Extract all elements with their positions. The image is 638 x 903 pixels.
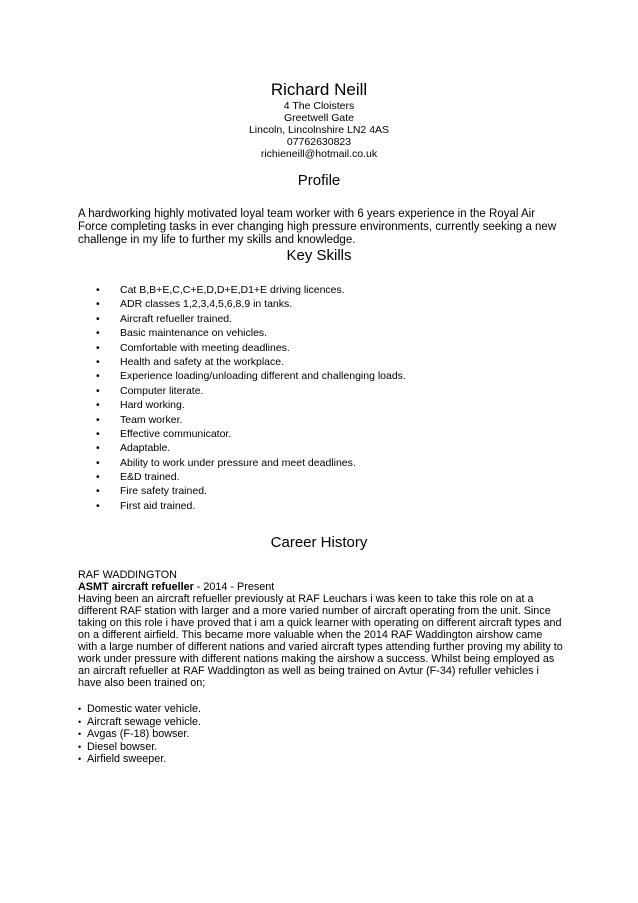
skill-item-text: Computer literate. bbox=[120, 384, 204, 397]
bullet-icon: • bbox=[78, 729, 82, 740]
phone-number: 07762630823 bbox=[286, 136, 352, 148]
job-title: ASMT aircraft refueller bbox=[78, 581, 194, 593]
job-dates: - 2014 - Present bbox=[193, 581, 275, 593]
career-entry bbox=[78, 569, 563, 766]
trained-item-text: Aircraft sewage vehicle. bbox=[87, 715, 202, 728]
skill-item-text: Comfortable with meeting deadlines. bbox=[120, 341, 290, 354]
skill-item-text: Experience loading/unloading different and challenging loads. bbox=[120, 370, 406, 383]
trained-item bbox=[78, 741, 563, 754]
trained-item-text: Airfield sweeper. bbox=[87, 753, 167, 766]
bullet-icon: • bbox=[78, 741, 82, 752]
bullet-icon: • bbox=[96, 442, 100, 455]
skill-item-text: Team worker. bbox=[120, 413, 183, 426]
email-address: richieneill@hotmail.co.uk bbox=[260, 148, 378, 160]
trained-item-text: Avgas (F-18) bowser. bbox=[87, 728, 190, 741]
skill-item-text: Aircraft refueller trained. bbox=[120, 312, 233, 325]
address-line-2: Greetwell Gate bbox=[283, 112, 355, 124]
skill-item-text: Hard working. bbox=[120, 399, 185, 412]
trained-item bbox=[78, 716, 563, 729]
bullet-icon: • bbox=[78, 716, 82, 727]
skill-item-text: Fire safety trained. bbox=[120, 485, 207, 498]
skill-item-text: Basic maintenance on vehicles. bbox=[120, 327, 268, 340]
bullet-icon: • bbox=[96, 399, 100, 412]
trained-item bbox=[78, 753, 563, 766]
career-history-heading: Career History bbox=[270, 534, 368, 551]
profile-text: A hardworking highly motivated loyal team worker with 6 years experience in the Royal Air Force completing tasks in ever changing high pressure environments, currently seeking a new challenge in my life to further my skills and knowledge. bbox=[78, 208, 557, 246]
bullet-icon: • bbox=[78, 754, 82, 765]
skill-item-text: Effective communicator. bbox=[120, 427, 232, 440]
job-description: Having been an aircraft refueller previously at RAF Leuchars i was keen to take this role on at a different RAF station with larger and a more varied number of aircraft operating from the unit. Since taking on this role i have proved that i am a quick learner with operating on different aircraft types and on a different airfield. This became more valuable when the 2014 RAF Waddington airshow came with a large number of different nations and varied aircraft types attending further proving my ability to work under pressure with different nations making the airshow a success. Whilst being employed as an aircraft refueller at RAF Waddington as well as being trained on Avtur (F-34) refuller vehicles i have also been trained on; bbox=[78, 593, 563, 689]
bullet-icon: • bbox=[96, 499, 100, 512]
skill-item-text: Cat B,B+E,C,C+E,D,D+E,D1+E driving licences. bbox=[120, 284, 345, 296]
skill-item-text: E&D trained. bbox=[120, 471, 180, 484]
bullet-icon: • bbox=[96, 312, 100, 325]
employer-name: RAF WADDINGTON bbox=[78, 569, 177, 581]
bullet-icon: • bbox=[96, 327, 100, 340]
role-line bbox=[78, 581, 563, 593]
bullet-icon: • bbox=[96, 471, 100, 484]
bullet-icon: • bbox=[96, 456, 100, 469]
candidate-name: Richard Neill bbox=[270, 80, 368, 99]
skill-item-text: First aid trained. bbox=[120, 499, 196, 512]
skill-item-text: Adaptable. bbox=[120, 442, 171, 455]
trained-item bbox=[78, 728, 563, 741]
bullet-icon: • bbox=[96, 485, 100, 498]
trained-item-text: Diesel bowser. bbox=[87, 740, 158, 753]
bullet-icon: • bbox=[96, 355, 100, 368]
bullet-icon: • bbox=[96, 370, 100, 383]
bullet-icon: • bbox=[96, 384, 100, 397]
skill-item-text: Health and safety at the workplace. bbox=[120, 355, 285, 368]
cv-header bbox=[0, 80, 638, 160]
trained-item bbox=[78, 703, 563, 716]
key-skills-heading: Key Skills bbox=[286, 247, 352, 264]
bullet-icon: • bbox=[96, 298, 100, 311]
bullet-icon: • bbox=[96, 341, 100, 354]
profile-heading: Profile bbox=[297, 172, 341, 189]
bullet-icon: • bbox=[96, 427, 100, 440]
skill-item-text: Ability to work under pressure and meet deadlines. bbox=[120, 456, 356, 469]
bullet-icon: • bbox=[78, 704, 82, 714]
bullet-icon: • bbox=[96, 413, 100, 426]
bullet-icon: • bbox=[96, 284, 100, 296]
skill-item-text: ADR classes 1,2,3,4,5,6,8,9 in tanks. bbox=[120, 298, 293, 311]
address-line-1: 4 The Cloisters bbox=[283, 100, 355, 112]
trained-item-text: Domestic water vehicle. bbox=[87, 703, 202, 715]
address-line-3: Lincoln, Lincolnshire LN2 4AS bbox=[248, 124, 390, 136]
trained-on-list bbox=[78, 703, 563, 766]
